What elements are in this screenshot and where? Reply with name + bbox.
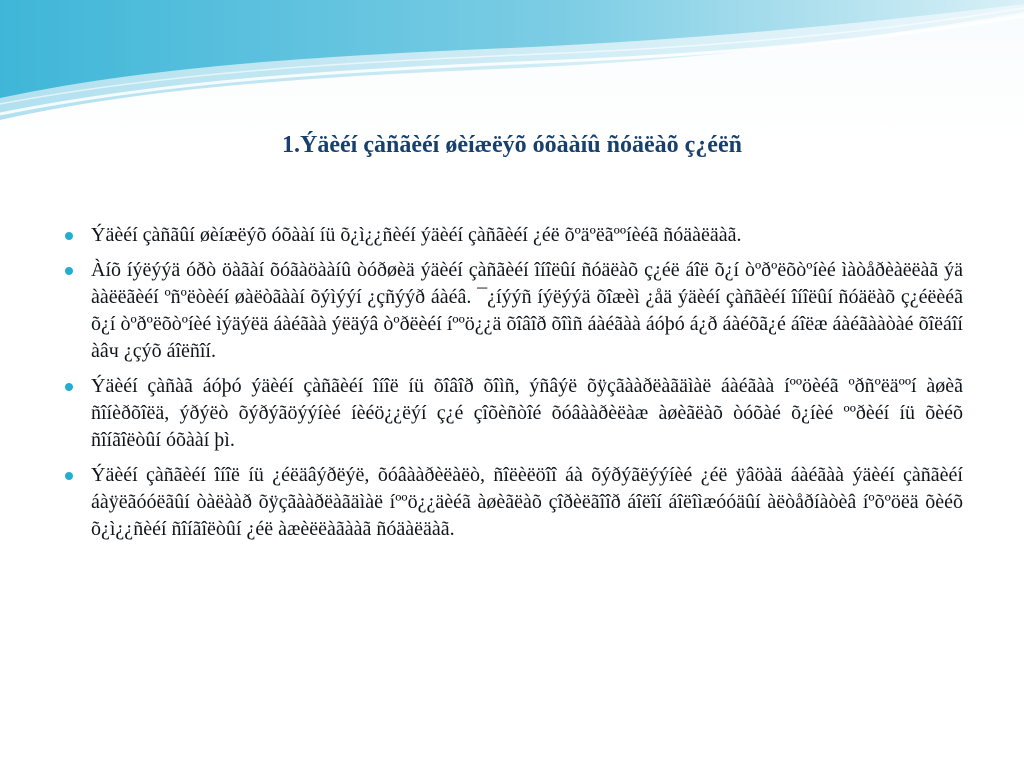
bullet-dot-icon bbox=[65, 232, 73, 240]
slide-title: 1.Ýäèéí çàñãèéí øèíæëýõ óõààíû ñóäëàõ ç¿éëñ bbox=[282, 132, 742, 158]
bullet-text: Ýäèéí çàñãûí øèíæëýõ óõààí íü õ¿ì¿¿ñèéí ýäèéí çàñãèéí ¿éë õºäºëãººíèéã ñóäàëäàã. bbox=[91, 224, 742, 246]
bullet-item bbox=[60, 462, 963, 543]
bullet-dot-icon bbox=[65, 267, 73, 275]
bullet-text: Ýäèéí çàñàã áóþó ýäèéí çàñãèéí îíîë íü õîâîð õîìñ, ýñâýë õÿçãààðëàãäìàë áàéãàà íººöèéã ºðñºëäººí àøèã ñîíèðõîëä, ýðýëò õýðýãöýýíèé íèéö¿¿ëýí ç¿é çîõèñòîé õóâààðèëàæ àøèãëàõ òóõàé õ¿íèé ººðèéí íü õèéõ ñîíãîëòûí óõààí þì. bbox=[91, 375, 963, 451]
bullet-text: Àíõ íýëýýä óðò öàãàí õóãàöààíû òóðøèä ýäèéí çàñãèéí îíîëûí ñóäëàõ ç¿éë áîë õ¿í òºðºëõòºíèé ìàòåðèàëëàã ýä ààëëãèéí ºñºëòèéí øàëòãààí õýìýýí ¿çñýýð áàéâ. ¯¿íýýñ íýëýýä õîæèì ¿åä ýäèéí çàñãèéí îíîëûí ñóäëàõ ç¿éëèéã õ¿í òºðºëõòºíèé ìýäýëä áàéãàà ýëäýâ òºðëèéí íººö¿¿ä õîâîð õîìñ áàéãàà áóþó á¿ð áàéõã¿é áîëæ áàéãààòàé õîëáîí àâч ¿çýõ áîëñîí. bbox=[91, 259, 963, 362]
bullet-item bbox=[60, 257, 963, 365]
bullet-dot-icon bbox=[65, 383, 73, 391]
bullet-dot-icon bbox=[65, 472, 73, 480]
bullet-text: Ýäèéí çàñãèéí îíîë íü ¿éëäâýðëýë, õóâààðèëàëò, ñîëèëöîî áà õýðýãëýýíèé ¿éë ÿâöàä áàéãàà ýäèéí çàñãèéí áàÿëãóóëãûí òàëààð õÿçãààðëàãäìàë íººö¿¿äèéã àøèãëàõ çîðèëãîîð áîëîí áîëîìæóóäûí àëòåðíàòèâ íºõºöëä õèéõ õ¿ì¿¿ñèéí ñîíãîëòûí ¿éë àæèëëàãààã ñóäàëäàã. bbox=[91, 464, 963, 540]
bullet-item bbox=[60, 222, 963, 249]
header-wave-decoration bbox=[0, 0, 1024, 140]
bullet-item bbox=[60, 373, 963, 454]
bullet-list bbox=[60, 222, 963, 551]
